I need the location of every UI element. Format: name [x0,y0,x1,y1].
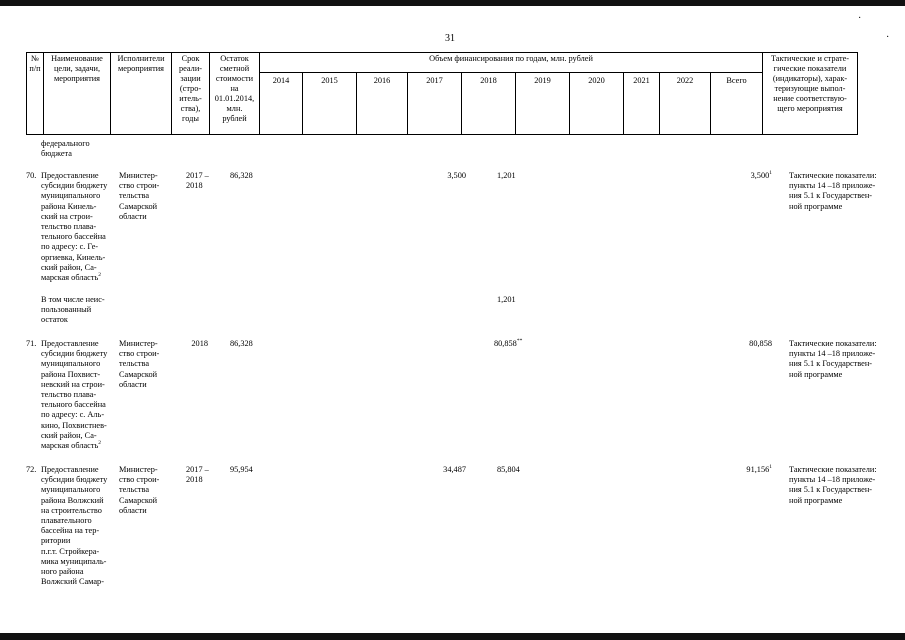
header-rest: Остаток сметной стоимости на 01.01.2014, млн. рублей [210,53,260,135]
row-total-value: 91,156 [746,465,770,474]
row-2018: 1,201 [497,171,516,180]
row-total [720,171,772,181]
row-name-text: Предоставление субсидии бюджету муниципального района Похвист- невский на строи- тельство плава- тельного бассейна по адресу: с. Аль- кино, Похвистнев- ский район, Са- марская область [41,339,108,451]
row-total-value: 3,500 [750,171,770,180]
footnote-mark: 2 [98,440,102,447]
row-tactical: Тактические показатели: пункты 14 –18 приложе- ния 5.1 к Государствен- ной программе [789,465,877,505]
footnote-mark: 1 [769,170,772,177]
footnote-mark: 1 [769,464,772,471]
subrow-2018: 1,201 [497,295,516,304]
row-term: 2017 – 2018 [186,465,209,485]
row-2018 [494,339,522,349]
header-year: 2022 [660,73,711,135]
row-rest: 86,328 [230,339,253,348]
row-2018-value: 80,858 [494,339,517,348]
row-total: 80,858 [749,339,772,348]
continuation-text: федерального бюджета [41,139,90,159]
row-2018: 85,804 [497,465,520,474]
header-year: 2018 [462,73,516,135]
table-header [26,52,858,135]
scan-speck: · [886,32,890,43]
header-year: 2014 [260,73,303,135]
row-2017: 34,487 [443,465,466,474]
header-total: Всего [711,73,763,135]
header-executor: Исполнители мероприятия [111,53,172,135]
footnote-mark: ** [516,338,523,345]
row-name [41,339,107,451]
row-2017: 3,500 [447,171,466,180]
header-num: № п/п [27,53,44,135]
row-term: 2017 – 2018 [186,171,209,191]
page-number: 31 [445,33,455,44]
row-tactical: Тактические показатели: пункты 14 –18 приложе- ния 5.1 к Государствен- ной программе [789,171,877,211]
header-tactical: Тактические и страте- гические показатели (индикаторы), харак- теризующие выпол- нение соответствую- щего мероприятия [763,53,858,135]
header-term: Срок реали- зации (стро- итель- ства), годы [172,53,210,135]
row-number: 72. [26,465,37,474]
header-year: 2015 [303,73,357,135]
header-volume: Объем финансирования по годам, млн. рублей [260,53,763,73]
row-rest: 86,328 [230,171,253,180]
row-number: 71. [26,339,37,348]
row-name-text: Предоставление субсидии бюджету муниципального района Кинель- ский на строи- тельство плава- тельного бассейна по адресу: с. Ге- оргиевка, Кинель- ский район, Са- марская область [41,171,108,283]
header-year: 2020 [570,73,624,135]
row-term: 2018 [191,339,208,348]
row-name [41,171,107,283]
row-total [720,465,772,475]
header-year: 2017 [408,73,462,135]
header-year: 2016 [357,73,408,135]
header-name: Наименование цели, задачи, мероприятия [44,53,111,135]
header-year: 2019 [516,73,570,135]
row-executor: Министер- ство строи- тельства Самарской области [119,465,160,515]
row-tactical: Тактические показатели: пункты 14 –18 приложе- ния 5.1 к Государствен- ной программе [789,339,877,379]
row-rest: 95,954 [230,465,253,474]
row-executor: Министер- ство строи- тельства Самарской области [119,171,160,221]
row-name: Предоставление субсидии бюджету муниципального района Волжский на строительство плавательного бассейна на тер- ритории п.г.т. Стройкера- мика муниципаль- ного района Волжский Самар- [41,465,108,587]
row-executor: Министер- ство строи- тельства Самарской области [119,339,160,389]
bottom-scan-border [0,633,905,640]
row-number: 70. [26,171,37,180]
footnote-mark: 2 [98,272,102,279]
scan-speck: · [858,13,862,24]
subrow-name: В том числе неис- пользованный остаток [41,295,105,325]
top-scan-border [0,0,905,6]
header-year: 2021 [624,73,660,135]
